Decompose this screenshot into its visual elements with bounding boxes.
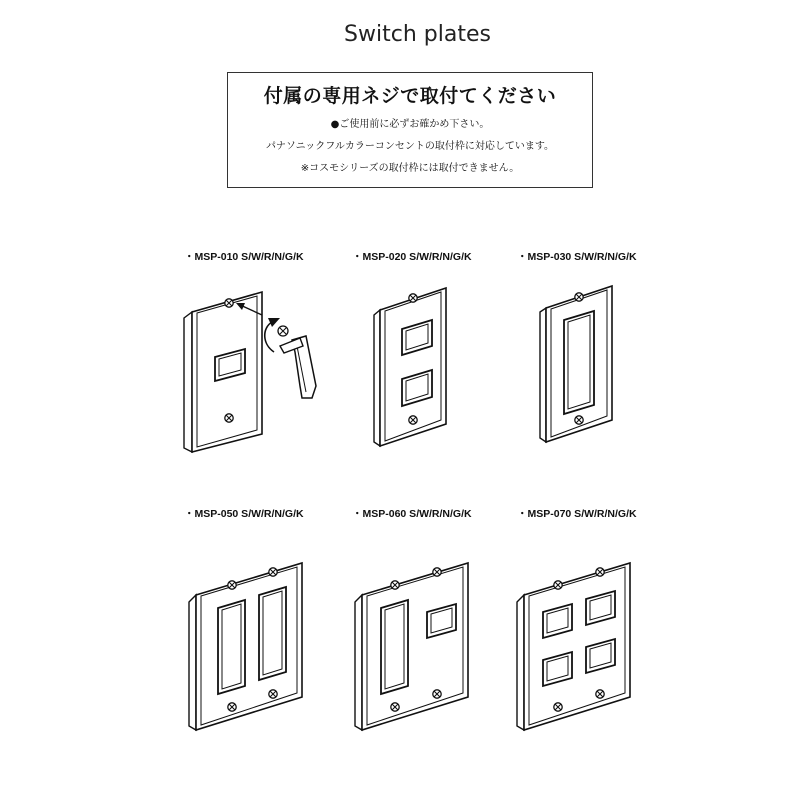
screw-icon <box>554 703 562 711</box>
screw-icon <box>596 568 604 576</box>
plate-msp-030 <box>540 286 612 442</box>
notice-heading: 付属の専用ネジで取付てください <box>263 85 557 107</box>
screw-icon <box>409 416 417 424</box>
model-label-msp-070: ・MSP-070 S/W/R/N/G/K <box>517 508 637 520</box>
screw-icon <box>596 690 604 698</box>
screw-icon <box>278 326 288 336</box>
screw-icon <box>575 293 583 301</box>
hex-key-icon <box>280 336 316 398</box>
screw-icon <box>391 703 399 711</box>
plate-msp-050 <box>189 563 302 730</box>
screw-icon <box>225 299 233 307</box>
model-label-msp-030: ・MSP-030 S/W/R/N/G/K <box>517 251 637 263</box>
screw-icon <box>228 581 236 589</box>
rotation-arrow-icon <box>265 318 280 352</box>
plate-msp-060 <box>355 563 468 730</box>
screw-icon <box>391 581 399 589</box>
model-label-msp-060: ・MSP-060 S/W/R/N/G/K <box>352 508 472 520</box>
screw-icon <box>575 416 583 424</box>
screw-icon <box>269 690 277 698</box>
notice-line-1: ●ご使用前に必ずお確かめ下さい。 <box>330 119 490 130</box>
plate-msp-010 <box>184 292 316 452</box>
opening <box>564 311 594 414</box>
model-label-msp-020: ・MSP-020 S/W/R/N/G/K <box>352 251 472 263</box>
screw-icon <box>228 703 236 711</box>
screw-icon <box>554 581 562 589</box>
page-title: Switch plates <box>344 22 491 47</box>
plate-msp-070 <box>517 563 630 730</box>
plate-msp-020 <box>374 288 446 446</box>
screw-icon <box>433 690 441 698</box>
notice-line-2: パナソニックフルカラーコンセントの取付枠に対応しています。 <box>265 141 555 152</box>
opening <box>259 587 286 680</box>
screw-icon <box>225 414 233 422</box>
model-label-msp-010: ・MSP-010 S/W/R/N/G/K <box>184 251 304 263</box>
model-label-msp-050: ・MSP-050 S/W/R/N/G/K <box>184 508 304 520</box>
opening <box>381 600 408 694</box>
notice-line-3: ※コスモシリーズの取付枠には取付できません。 <box>300 163 520 174</box>
screw-icon <box>269 568 277 576</box>
screw-icon <box>409 294 417 302</box>
opening <box>218 600 245 694</box>
screw-icon <box>433 568 441 576</box>
